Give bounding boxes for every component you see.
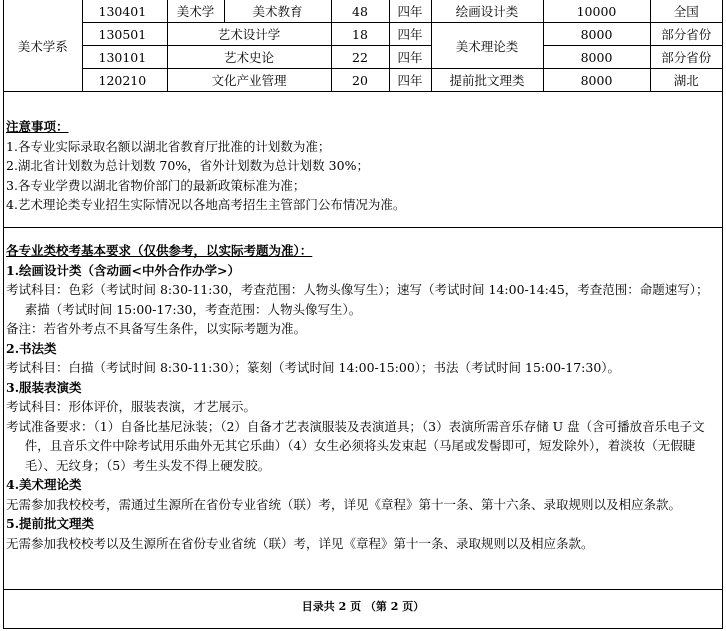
note-item: 3.各专业学费以湖北省物价部门的最新政策标准为准；	[6, 177, 306, 193]
code-cell: 130401	[82, 0, 167, 23]
quota-cell: 20	[331, 69, 389, 92]
fee-cell: 10000	[543, 0, 650, 23]
code-cell: 130101	[82, 46, 167, 69]
section-heading: 3.服装表演类	[6, 379, 82, 395]
exam-type-cell: 绘画设计类	[431, 0, 543, 23]
dept-cell: 美术学系	[4, 0, 82, 92]
years-cell: 四年	[389, 46, 431, 69]
page-footer: 目录共 2 页 （第 2 页）	[301, 600, 425, 613]
note-item: 2.湖北省计划数为总计划数 70%，省外计划数为总计划数 30%；	[6, 158, 369, 173]
quota-cell: 48	[331, 0, 389, 23]
notes-title: 注意事项：	[6, 119, 69, 134]
exam-subjects-text: 考试科目：形体评价，服装表演，才艺展示。	[6, 399, 257, 414]
remark-text: 备注：若省外考点不具备写生条件，以实际考题为准。	[6, 321, 307, 336]
region-cell: 部分省份	[650, 23, 722, 46]
fee-cell: 8000	[543, 69, 650, 92]
table-row	[4, 23, 722, 46]
years-cell: 四年	[389, 0, 431, 23]
table-row	[4, 69, 722, 92]
quota-cell: 18	[331, 23, 389, 46]
major-cell: 艺术史论	[167, 46, 331, 69]
code-cell: 130501	[82, 23, 167, 46]
requirement-text: 无需参加我校校考以及生源所在省份专业省统（联）考，详见《章程》第十一条、录取规则以及相应条款。	[6, 535, 594, 551]
exam-subjects-text: 考试科目：白描（考试时间 8:30-11:30）；篆刻（考试时间 14:00-15:00）；书法（考试时间 15:00-17:30）。	[6, 360, 621, 375]
section-divider	[4, 227, 722, 228]
major-cell: 艺术设计学	[167, 23, 331, 46]
exam-preparation-text: 考试准备要求：（1）自备比基尼泳装；（2）自备才艺表演服装及表演道具；（3）表演所需音乐存储 U 盘（含可播放音乐电子文件，且音乐文件中除考试用乐曲外无其它乐曲）（4）女生必须将头发束起（马尾或发髻即可，短发除外），着淡妆（无假睫毛）、无纹身；（5）考生头发不得上硬发胶。	[6, 418, 705, 473]
requirements-section	[6, 241, 720, 553]
footer-divider	[4, 589, 722, 590]
years-cell: 四年	[389, 23, 431, 46]
quota-cell: 22	[331, 46, 389, 69]
requirement-text: 无需参加我校校考，需通过生源所在省份专业省统（联）考，详见《章程》第十一条、第十六条、录取规则以及相应条款。	[6, 496, 682, 512]
major-cell: 美术教育	[224, 0, 331, 23]
region-cell: 部分省份	[650, 46, 722, 69]
section-heading: 2.书法类	[6, 340, 57, 356]
enrollment-table	[4, 0, 722, 92]
table-row	[4, 46, 722, 69]
major-cell: 文化产业管理	[167, 69, 331, 92]
region-cell: 湖北	[650, 69, 722, 92]
section-heading: 4.美术理论类	[6, 477, 82, 492]
years-cell: 四年	[389, 69, 431, 92]
notes-section	[6, 117, 720, 215]
note-item: 4.艺术理论类专业招生实际情况以各地高考招生主管部门公布情况为准。	[6, 197, 406, 212]
section-heading: 1.绘画设计类（含动画<中外合作办学>）	[6, 262, 240, 278]
fee-cell: 8000	[543, 23, 650, 46]
category-cell: 美术学	[167, 0, 224, 23]
note-item: 1.各专业实际录取名额以湖北省教育厅批准的计划数为准；	[6, 138, 331, 154]
exam-type-cell: 提前批文理类	[431, 69, 543, 92]
region-cell: 全国	[650, 0, 722, 23]
exam-subjects-text: 考试科目：色彩（考试时间 8:30-11:30，考查范围：人物头像写生）；速写（考试时间 14:00-14:45，考查范围：命题速写）；素描（考试时间 15:00-17:30，考查范围：人物头像写生）。	[6, 282, 709, 317]
document-page	[3, 0, 723, 629]
code-cell: 120210	[82, 69, 167, 92]
fee-cell: 8000	[543, 46, 650, 69]
table-row	[4, 0, 722, 23]
section-heading: 5.提前批文理类	[6, 516, 95, 531]
exam-type-cell: 美术理论类	[431, 23, 543, 69]
requirements-title: 各专业类校考基本要求（仅供参考，以实际考题为准）：	[6, 243, 313, 258]
